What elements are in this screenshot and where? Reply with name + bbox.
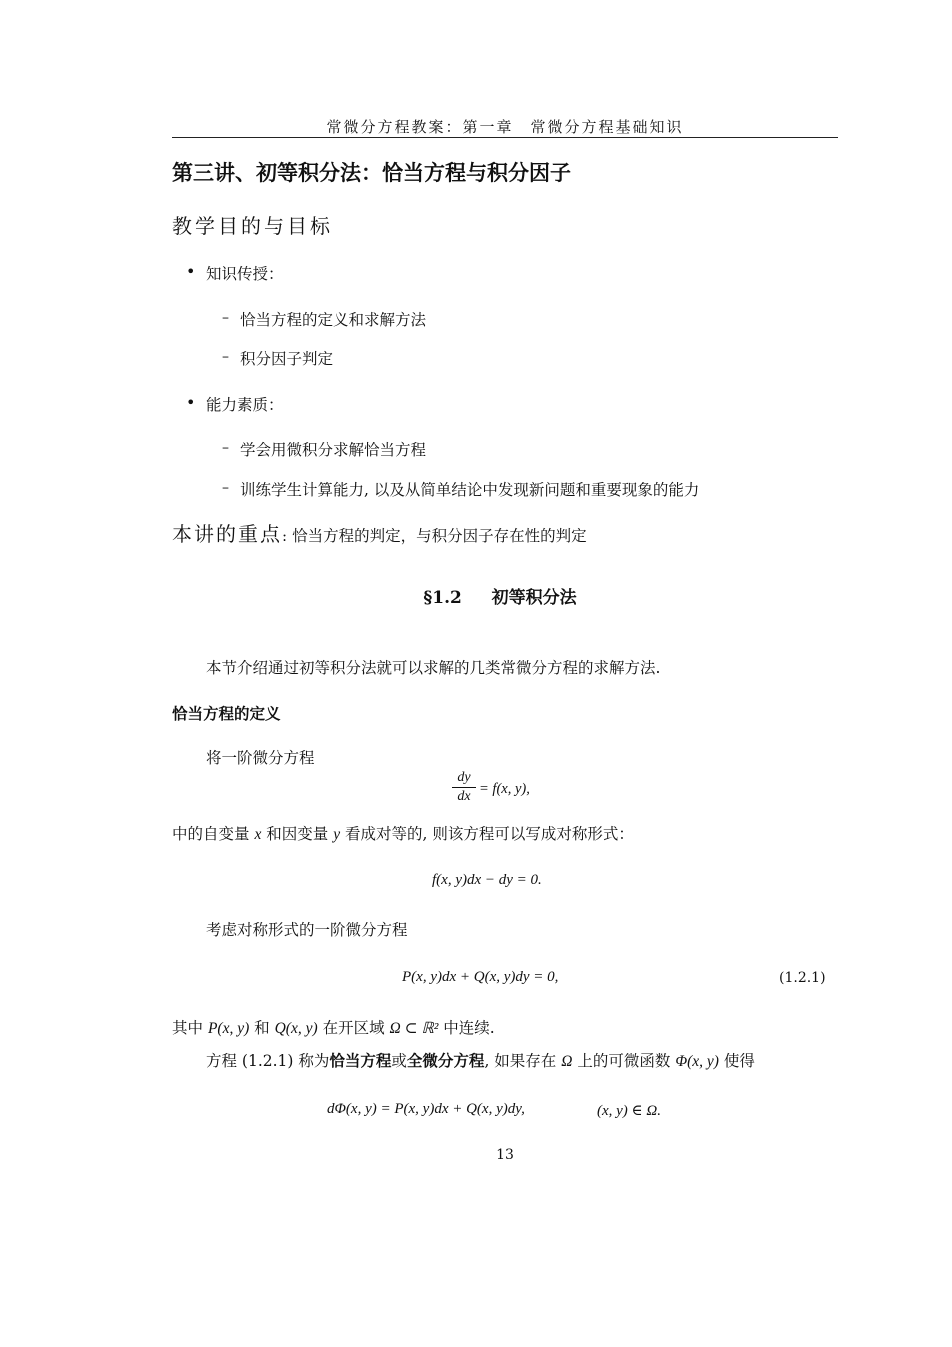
ability-label: 能力素质：	[206, 396, 284, 414]
first-order-text: 将一阶微分方程	[206, 749, 315, 767]
dash-icon: –	[222, 480, 229, 496]
symmetric-equation: f(x, y)dx − dy = 0.	[432, 872, 542, 888]
fraction-denominator: dx	[457, 789, 471, 804]
definition-heading: 恰当方程的定义	[172, 705, 281, 723]
exact-text-2: 或	[391, 1052, 407, 1070]
term-exact-equation: 恰当方程	[329, 1052, 392, 1070]
knowledge-label: 知识传授：	[206, 265, 284, 283]
main-equation: P(x, y)dx + Q(x, y)dy = 0,	[402, 969, 559, 985]
exact-text-1: 方程 (1.2.1) 称为	[206, 1052, 330, 1070]
var-y: y	[333, 826, 341, 843]
lecture-title: 第三讲、初等积分法：恰当方程与积分因子	[172, 161, 571, 185]
function-phi: Φ(x, y)	[675, 1053, 719, 1070]
fraction-bar	[452, 787, 476, 788]
objectives-heading: 教学目的与目标	[172, 214, 333, 238]
fraction-rhs: = f(x, y),	[479, 781, 530, 797]
key-points-colon: :	[282, 527, 288, 545]
symmetric-text-1: 中的自变量	[172, 825, 255, 843]
header-rule	[172, 137, 838, 138]
bullet-dot-icon: •	[186, 262, 196, 281]
knowledge-item: 恰当方程的定义和求解方法	[240, 311, 427, 329]
symmetric-paragraph	[172, 822, 634, 844]
symmetric-text-3: 看成对等的, 则该方程可以写成对称形式：	[340, 825, 634, 843]
exact-equation-domain: (x, y) ∈ Ω.	[597, 1103, 662, 1119]
where-text-2: 和	[249, 1019, 275, 1037]
section-heading	[0, 583, 952, 608]
where-text-3: 在开区域	[317, 1019, 390, 1037]
dash-icon: –	[222, 349, 229, 365]
exact-text-5: 使得	[718, 1052, 755, 1070]
running-header: 常微分方程教案：第一章 常微分方程基础知识	[326, 118, 684, 136]
intro-paragraph: 本节介绍通过初等积分法就可以求解的几类常微分方程的求解方法.	[206, 659, 661, 677]
section-title: 初等积分法	[491, 588, 577, 608]
equation-fraction	[452, 770, 476, 805]
var-x: x	[254, 826, 262, 843]
where-text-4: 中连续.	[438, 1019, 495, 1037]
function-Q: Q(x, y)	[274, 1020, 318, 1037]
ability-item: 学会用微积分求解恰当方程	[240, 441, 427, 459]
key-points-text: 恰当方程的判定，与积分因子存在性的判定	[292, 527, 587, 545]
key-points-label: 本讲的重点	[172, 522, 282, 546]
function-P: P(x, y)	[207, 1020, 250, 1037]
exact-text-4: 上的可微函数	[572, 1052, 676, 1070]
term-total-differential-equation: 全微分方程	[406, 1052, 485, 1070]
dash-icon: –	[222, 310, 229, 326]
omega-symbol: Ω	[561, 1053, 573, 1070]
symmetric-text-2: 和因变量	[261, 825, 334, 843]
consider-paragraph: 考虑对称形式的一阶微分方程	[206, 921, 408, 939]
fraction-numerator: dy	[457, 770, 471, 785]
where-text-1: 其中	[172, 1019, 208, 1037]
exact-text-3: , 如果存在	[484, 1052, 562, 1070]
domain-omega: Ω ⊂ ℝ²	[389, 1020, 439, 1037]
bullet-dot-icon: •	[186, 393, 196, 412]
ability-item: 训练学生计算能力, 以及从简单结论中发现新问题和重要现象的能力	[240, 481, 700, 499]
section-number: §1.2	[423, 588, 462, 608]
exact-definition-paragraph	[206, 1049, 755, 1071]
equation-number: (1.2.1)	[779, 970, 826, 986]
page-number: 13	[496, 1147, 514, 1163]
where-paragraph	[172, 1016, 495, 1038]
exact-equation: dΦ(x, y) = P(x, y)dx + Q(x, y)dy,	[327, 1101, 525, 1117]
knowledge-item: 积分因子判定	[240, 350, 334, 368]
dash-icon: –	[222, 440, 229, 456]
key-points-line	[172, 518, 587, 547]
